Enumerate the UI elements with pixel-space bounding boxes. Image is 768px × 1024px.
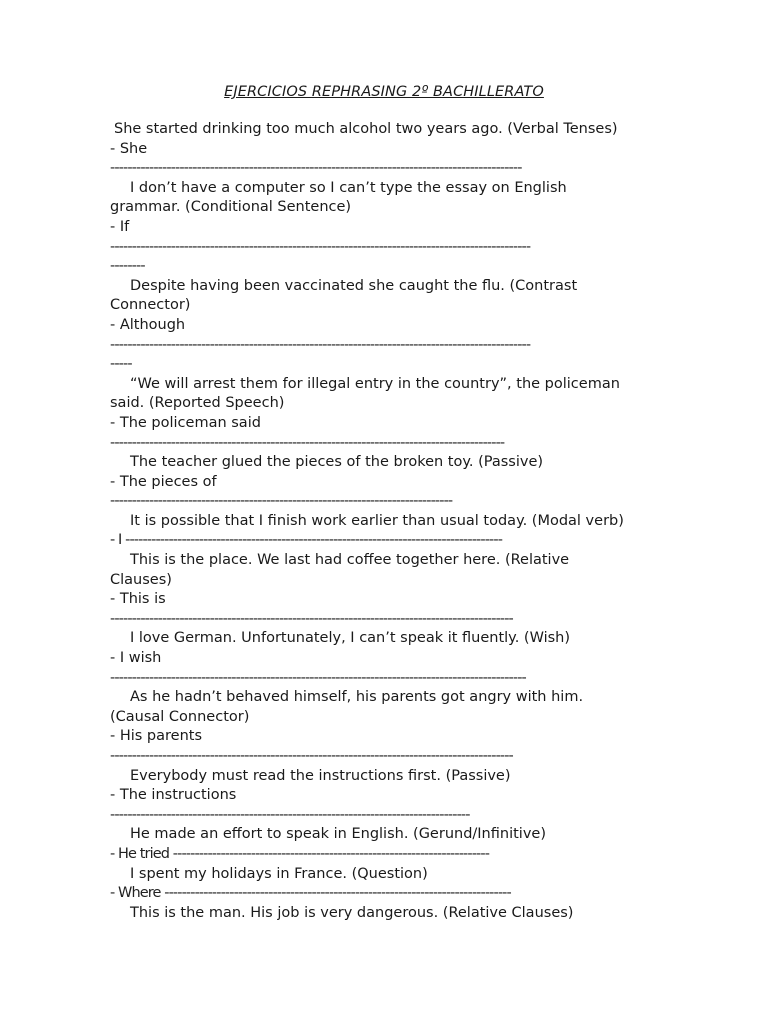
- text-line: - The pieces of: [110, 473, 217, 490]
- answer-line: ---------------------------------------------------------------------------------------------: [110, 610, 513, 627]
- text-line: (Causal Connector): [110, 708, 250, 725]
- exercise-prompt: He made an effort to speak in English. (Gerund/Infinitive): [130, 826, 546, 843]
- exercise-prompt: As he hadn’t behaved himself, his parents got angry with him.: [130, 689, 584, 706]
- exercise-prompt: The teacher glued the pieces of the broken toy. (Passive): [130, 454, 544, 471]
- exercise-prompt: I spent my holidays in France. (Question): [130, 865, 428, 882]
- answer-line: -------------------------------------------------------------------------------------------------: [110, 238, 531, 255]
- exercise-list: [110, 120, 660, 923]
- text-line: - I wish: [110, 650, 162, 667]
- answer-line: -------------------------------------------------------------------------------: [110, 493, 453, 510]
- text-line: Connector): [110, 297, 191, 314]
- answer-line: - He tried -------------------------------------------------------------------------: [110, 845, 490, 862]
- answer-line: ---------------------------------------------------------------------------------------------: [110, 748, 513, 764]
- text-line: - His parents: [110, 728, 203, 745]
- answer-line: --------: [110, 258, 145, 275]
- text-line: - The instructions: [110, 787, 237, 804]
- exercise-prompt: This is the man. His job is very dangerous. (Relative Clauses): [130, 904, 574, 921]
- text-line: - Although: [110, 316, 186, 333]
- exercise-prompt: “We will arrest them for illegal entry in the country”, the policeman: [130, 375, 620, 392]
- text-line: Clauses): [110, 571, 172, 588]
- document-title: EJERCICIOS REPHRASING 2º BACHILLERATO: [224, 84, 544, 100]
- answer-line: -----: [110, 356, 132, 373]
- exercise-prompt: I don’t have a computer so I can’t type the essay on English: [130, 179, 567, 196]
- exercise-prompt: It is possible that I finish work earlier than usual today. (Modal verb): [130, 512, 624, 529]
- text-line: - If: [110, 218, 130, 235]
- answer-line: -------------------------------------------------------------------------------------------: [110, 434, 505, 451]
- answer-line: - Where --------------------------------------------------------------------------------: [110, 885, 511, 902]
- answer-line: -------------------------------------------------------------------------------------------------: [110, 336, 531, 353]
- answer-line: - I ---------------------------------------------------------------------------------------: [110, 532, 503, 549]
- text-line: - The policeman said: [110, 414, 261, 431]
- text-line: grammar. (Conditional Sentence): [110, 199, 352, 216]
- exercise-prompt: Despite having been vaccinated she caught the flu. (Contrast: [130, 277, 578, 294]
- text-line: - She: [110, 140, 148, 157]
- text-line: - This is: [110, 591, 166, 608]
- exercise-prompt: I love German. Unfortunately, I can’t speak it fluently. (Wish): [130, 630, 571, 647]
- exercise-prompt: Everybody must read the instructions first. (Passive): [130, 767, 511, 784]
- text-line: said. (Reported Speech): [110, 395, 285, 412]
- answer-line: ------------------------------------------------------------------------------------------------: [110, 669, 526, 686]
- answer-line: -----------------------------------------------------------------------------------------------: [110, 160, 522, 177]
- exercise-prompt: This is the place. We last had coffee together here. (Relative: [130, 552, 570, 569]
- exercise-prompt: She started drinking too much alcohol two years ago. (Verbal Tenses): [114, 121, 618, 137]
- answer-line: -----------------------------------------------------------------------------------: [110, 806, 470, 823]
